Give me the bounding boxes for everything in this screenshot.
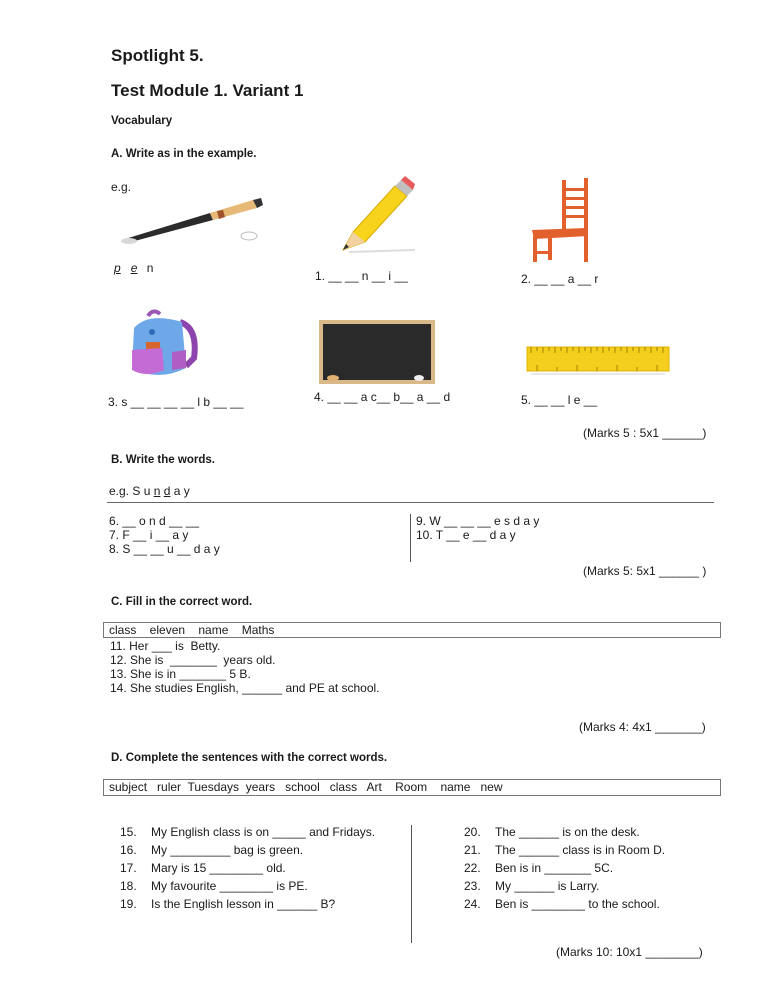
part-b-left-list <box>109 514 220 556</box>
test-subtitle: Test Module 1. Variant 1 <box>111 81 304 100</box>
list-item <box>464 895 665 913</box>
item-1-text: 1. __ __ n __ i __ <box>315 269 408 283</box>
item-text: The ______ is on the desk. <box>495 825 640 839</box>
item-text: Is the English lesson in ______ B? <box>151 897 336 911</box>
document-title: Spotlight 5. <box>111 46 204 65</box>
item-number: 24. <box>464 897 481 911</box>
list-item: 9. W __ __ __ e s d a y <box>416 514 540 528</box>
item-number: 17. <box>120 861 137 875</box>
list-item: 12. She is _______ years old. <box>110 653 276 667</box>
list-item <box>120 859 375 877</box>
part-b-heading: B. Write the words. <box>111 454 215 466</box>
example-underlined-1: n <box>153 484 161 498</box>
item-4-text: 4. __ __ a c__ b__ a __ d <box>314 390 451 404</box>
item-text: Mary is 15 ________ old. <box>151 861 286 875</box>
item-number: 22. <box>464 861 481 875</box>
example-blank-2: e <box>130 261 138 275</box>
list-item: 8. S __ __ u __ d a y <box>109 542 220 556</box>
item-text: My _________ bag is green. <box>151 843 304 857</box>
part-d-marks: (Marks 10: 10x1 ________) <box>556 945 703 959</box>
word-bank-d-text: subject ruler Tuesdays years school class Art Room name new <box>109 780 503 794</box>
list-item <box>120 841 375 859</box>
part-d-left-list <box>120 823 375 913</box>
list-item: 11. Her ___ is Betty. <box>110 639 221 653</box>
item-text: Ben is in _______ 5C. <box>495 861 614 875</box>
list-item: 7. F __ i __ a y <box>109 528 189 542</box>
item-number: 19. <box>120 897 137 911</box>
chair-icon <box>528 176 598 264</box>
part-a-heading: A. Write as in the example. <box>111 148 257 160</box>
part-a-marks: (Marks 5 : 5x1 ______) <box>583 426 707 440</box>
example-rest: n <box>146 261 154 275</box>
part-c-list <box>110 639 380 695</box>
item-2-text: 2. __ __ a __ r <box>521 272 599 286</box>
pen-icon <box>115 196 275 246</box>
example-label: e.g. <box>111 180 132 194</box>
backpack-icon <box>128 308 208 380</box>
column-divider <box>411 825 412 943</box>
part-b-example <box>109 484 190 498</box>
item-number: 20. <box>464 825 481 839</box>
part-d-heading: D. Complete the sentences with the correct words. <box>111 752 388 764</box>
item-number: 15. <box>120 825 137 839</box>
part-c-marks: (Marks 4: 4x1 _______) <box>579 720 706 734</box>
list-item <box>464 823 665 841</box>
column-divider <box>410 514 411 562</box>
example-prefix: e.g. S u <box>109 484 154 498</box>
example-answer <box>109 261 153 275</box>
blackboard-icon <box>319 320 435 384</box>
section-heading: Vocabulary <box>111 115 173 127</box>
item-text: My favourite ________ is PE. <box>151 879 308 893</box>
list-item: 13. She is in _______ 5 B. <box>110 667 251 681</box>
list-item <box>464 841 665 859</box>
example-suffix: a y <box>170 484 190 498</box>
list-item <box>120 877 375 895</box>
list-item: 6. __ o n d __ __ <box>109 514 200 528</box>
list-item <box>464 859 665 877</box>
part-b-right-list <box>416 514 539 542</box>
list-item: 10. T __ e __ d a y <box>416 528 516 542</box>
word-bank-c-text: class eleven name Maths <box>109 623 275 637</box>
item-number: 16. <box>120 843 137 857</box>
part-c-heading: C. Fill in the correct word. <box>111 596 253 608</box>
item-3-text: 3. s __ __ __ __ l b __ __ <box>108 395 244 409</box>
item-number: 18. <box>120 879 137 893</box>
example-blank-1: p <box>114 261 121 275</box>
item-number: 21. <box>464 843 481 857</box>
item-text: The ______ class is in Room D. <box>495 843 666 857</box>
list-item <box>120 895 375 913</box>
item-number: 23. <box>464 879 481 893</box>
list-item <box>120 823 375 841</box>
list-item: 14. She studies English, ______ and PE at school. <box>110 681 380 695</box>
part-b-marks: (Marks 5: 5x1 ______ ) <box>583 564 707 578</box>
item-text: My English class is on _____ and Fridays. <box>151 825 376 839</box>
word-bank-d <box>103 779 721 796</box>
item-5-text: 5. __ __ l e __ <box>521 393 598 407</box>
example-underlined-2: d <box>163 484 171 498</box>
item-text: My ______ is Larry. <box>495 879 600 893</box>
part-d-right-list <box>464 823 665 913</box>
list-item <box>464 877 665 895</box>
item-text: Ben is ________ to the school. <box>495 897 660 911</box>
ruler-icon <box>527 345 669 375</box>
word-bank-c <box>103 622 721 638</box>
pencil-icon <box>335 176 415 258</box>
divider <box>107 502 714 503</box>
